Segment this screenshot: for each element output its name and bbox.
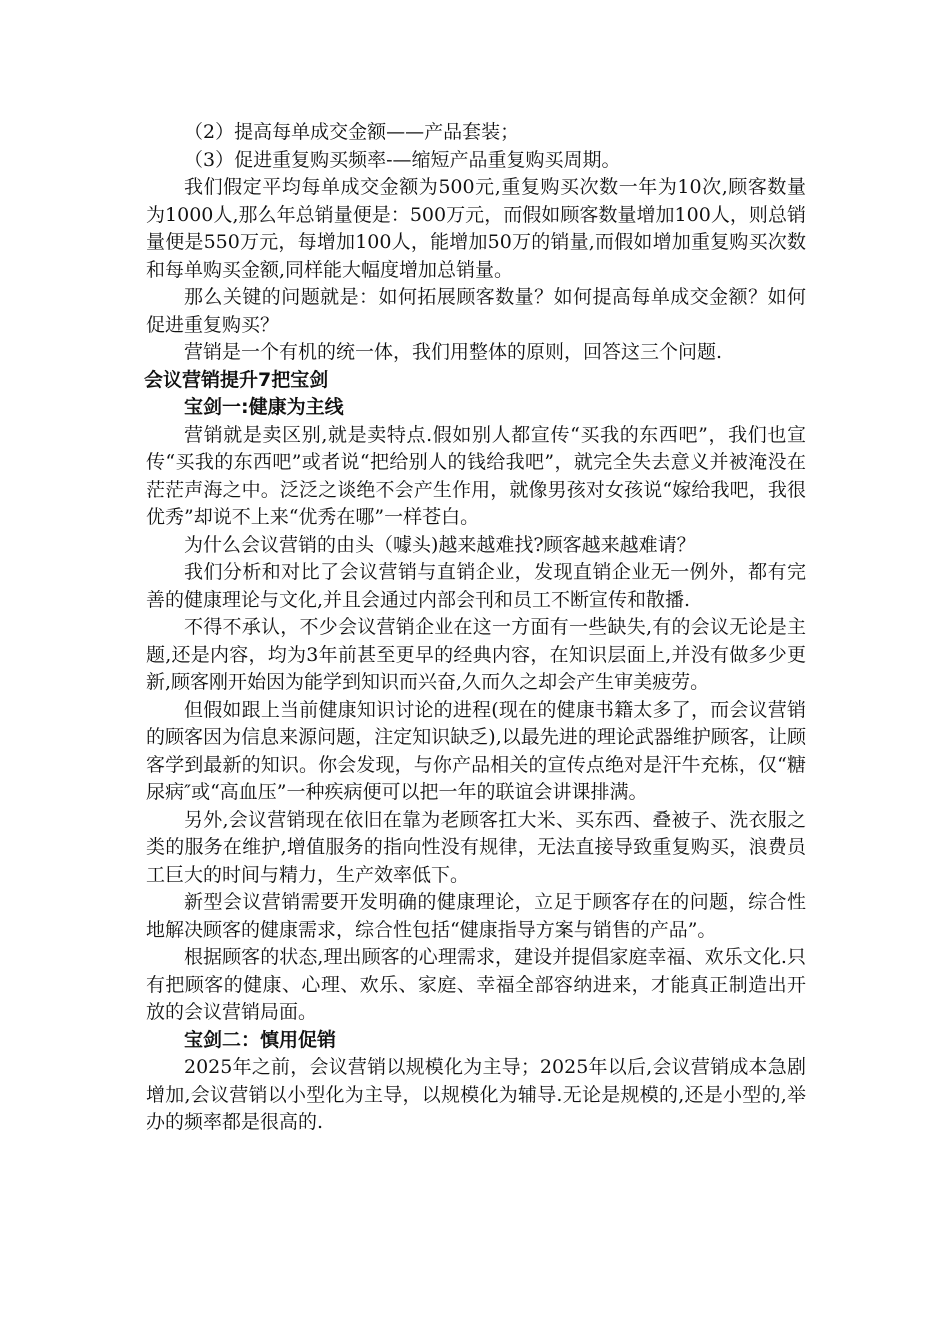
- sword2-title: 宝剑二：慎用促销: [184, 1028, 337, 1051]
- document-page: [146, 119, 806, 1137]
- paragraph: （3）促进重复购买频率-—缩短产品重复购买周期。: [184, 148, 621, 171]
- paragraph: 另外,会议营销现在依旧在靠为老顾客扛大米、买东西、叠被子、洗衣服之类的服务在维护,增值服务的指向性没有规律，无法直接导致重复购买，浪费员工巨大的时间与精力，生产效率低下。: [146, 808, 806, 886]
- paragraph: （2）提高每单成交金额——产品套装；: [184, 121, 520, 143]
- section-heading: 会议营销提升7把宝剑: [144, 368, 329, 391]
- paragraph: 我们假定平均每单成交金额为500元,重复购买次数一年为10次,顾客数量为1000人,那么年总销量便是：500万元，而假如顾客数量增加100人，则总销量便是550万元，每增加100人，能增加50万的销量,而假如增加重复购买次数和每单购买金额,同样能大幅度增加总销量。: [146, 176, 806, 281]
- sword1-title: 宝剑一:健康为主线: [184, 396, 344, 418]
- paragraph: 但假如跟上当前健康知识讨论的进程(现在的健康书籍太多了，而会议营销的顾客因为信息来源问题，注定知识缺乏),以最先进的理论武器维护顾客，让顾客学到最新的知识。你会发现，与你产品相关的宣传点绝对是汗牛充栋，仅“糖尿病″或“高血压”一种疾病便可以把一年的联谊会讲课排满。: [146, 698, 806, 803]
- paragraph: 不得不承认，不少会议营销企业在这一方面有一些缺失,有的会议无论是主题,还是内容，均为3年前甚至更早的经典内容，在知识层面上,并没有做多少更新,顾客刚开始因为能学到知识而兴奋,久而久之却会产生审美疲劳。: [146, 616, 806, 693]
- paragraph: 新型会议营销需要开发明确的健康理论，立足于顾客存在的问题，综合性地解决顾客的健康需求，综合性包括“健康指导方案与销售的产品”。: [146, 891, 806, 941]
- paragraph: 营销是一个有机的统一体，我们用整体的原则，回答这三个问题.: [184, 341, 723, 363]
- paragraph: 根据顾客的状态,理出顾客的心理需求，建设并提倡家庭幸福、欢乐文化.只有把顾客的健康、心理、欢乐、家庭、幸福全部容纳进来，才能真正制造出开放的会议营销局面。: [146, 946, 806, 1023]
- paragraph: 那么关键的问题就是：如何拓展顾客数量？如何提高每单成交金额？如何促进重复购买？: [146, 286, 806, 336]
- paragraph: 我们分析和对比了会议营销与直销企业，发现直销企业无一例外，都有完善的健康理论与文化,并且会通过内部会刊和员工不断宣传和散播.: [146, 561, 806, 611]
- paragraph: 营销就是卖区别,就是卖特点.假如别人都宣传“买我的东西吧”，我们也宣传“买我的东西吧”或者说“把给别人的钱给我吧”，就完全失去意义并被淹没在茫茫声海之中。泛泛之谈绝不会产生作用，就像男孩对女孩说“嫁给我吧，我很优秀”却说不上来“优秀在哪”一样苍白。: [146, 423, 806, 528]
- paragraph: 为什么会议营销的由头（噱头)越来越难找?顾客越来越难请？: [184, 533, 696, 556]
- paragraph: 2025年之前，会议营销以规模化为主导；2025年以后,会议营销成本急剧增加,会议营销以小型化为主导，以规模化为辅导.无论是规模的,还是小型的,举办的频率都是很高的.: [146, 1056, 806, 1133]
